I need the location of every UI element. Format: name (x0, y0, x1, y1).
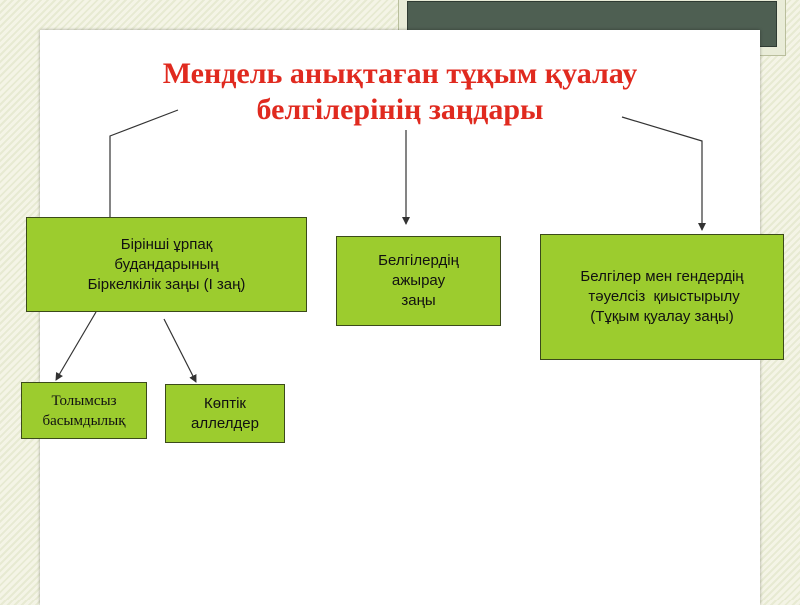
segregation-line-2: ажырау (391, 272, 446, 289)
arrow-to-independent (622, 117, 702, 230)
incomplete-dominance-line-2: басымдылық (42, 412, 126, 429)
independent-line-3: (Тұқым қуалау заңы) (590, 308, 734, 325)
first-law-line-2: будандарының (114, 255, 219, 273)
title-line-1: Мендель анықтаған тұқым қуалау (162, 57, 638, 90)
segregation-line-3: заңы (401, 292, 436, 309)
title-line-2: белгілерінің заңдары (256, 93, 544, 126)
first-law-box (26, 217, 307, 312)
segregation-law-box (336, 236, 501, 326)
arrow-to-multiple-alleles (164, 319, 196, 382)
segregation-line-1: Белгілердің (378, 252, 459, 269)
arrow-to-first-law (110, 110, 178, 226)
multiple-alleles-line-1: Көптік (204, 394, 246, 412)
multiple-alleles-box (165, 384, 285, 443)
independent-line-2: тәуелсіз қиыстырылу (584, 288, 740, 305)
first-law-line-1: Бірінші ұрпақ (120, 235, 213, 253)
multiple-alleles-line-2: аллелдер (191, 414, 259, 432)
incomplete-dominance-box (21, 382, 147, 439)
independent-line-1: Белгілер мен гендердің (580, 268, 744, 285)
arrow-to-incomplete-dominance (56, 312, 96, 380)
first-law-line-3: Біркелкілік заңы (І заң) (87, 275, 246, 293)
independent-assortment-box (540, 234, 784, 360)
incomplete-dominance-line-1: Толымсыз (51, 392, 117, 409)
